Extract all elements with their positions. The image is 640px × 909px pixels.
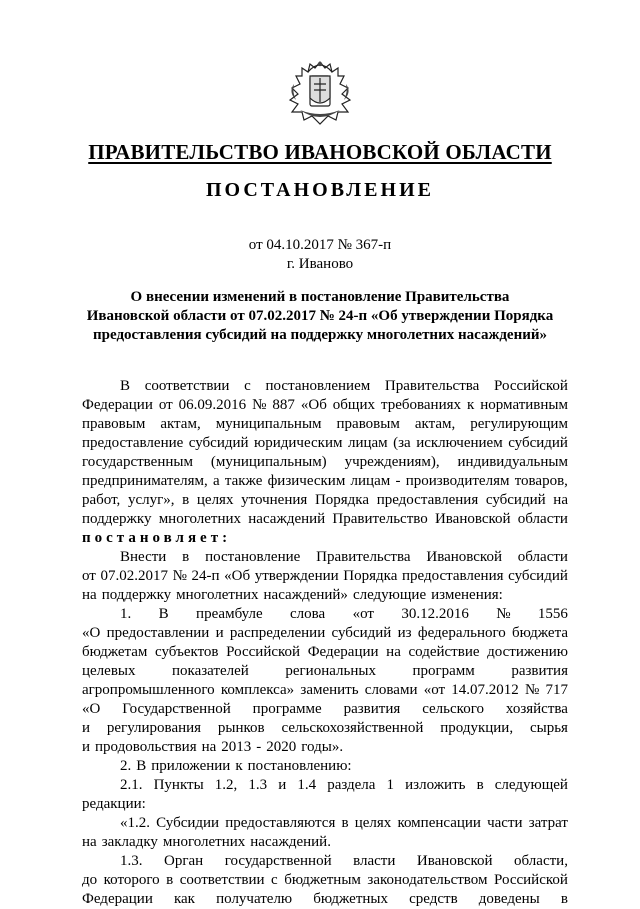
word: хозяйства (505, 701, 568, 717)
word: распределении (229, 625, 326, 641)
word: № (252, 397, 267, 413)
word: 1.3 (248, 777, 268, 793)
word: предпринимателям, (82, 473, 208, 489)
word: слова (290, 606, 326, 622)
body-line (82, 586, 568, 605)
word: соответствии (179, 872, 265, 888)
word: актам, (160, 416, 201, 432)
word: многолетних (176, 587, 259, 603)
word: насаждений (248, 511, 326, 527)
word: в (560, 891, 568, 907)
body-line (82, 757, 568, 776)
word: раздела (327, 777, 376, 793)
word: 1 (386, 777, 395, 793)
word: (муниципальным) (210, 454, 327, 470)
word: закладку (101, 834, 158, 850)
body-line (82, 377, 568, 396)
body-line (82, 605, 568, 624)
word: Порядка (314, 492, 370, 508)
word: средств (409, 891, 458, 907)
word: «1.2. (120, 815, 150, 831)
word: Пункты (153, 777, 204, 793)
word: 30.12.2016 (401, 606, 469, 622)
word: субсидий (331, 625, 392, 641)
word: содействие (408, 644, 480, 660)
body-line (82, 776, 568, 795)
word: к (466, 397, 475, 413)
word: лицам (350, 473, 391, 489)
body-line (82, 548, 568, 567)
organization-name: ПРАВИТЕЛЬСТВО ИВАНОВСКОЙ ОБЛАСТИ (88, 140, 552, 164)
body-line (82, 415, 568, 434)
word: субсидий (508, 568, 568, 584)
word: Субсидии (156, 815, 220, 831)
word: индивидуальным (457, 454, 568, 470)
word: и (82, 720, 91, 736)
body-line (82, 814, 568, 833)
title-line: О внесении изменений в постановление Правительства (130, 289, 510, 305)
word: достижению (487, 644, 568, 660)
word: Правительства (384, 378, 480, 394)
word: предоставляются (225, 815, 336, 831)
word: постановление (205, 549, 301, 565)
word: следующие (352, 587, 427, 603)
word: в (476, 777, 484, 793)
word: редакции: (82, 796, 146, 812)
word: комплекса» (220, 682, 295, 698)
word: целях (354, 815, 392, 831)
word: Орган (164, 853, 204, 869)
word: Федерации (307, 644, 379, 660)
word: правовым (82, 416, 146, 432)
word: поддержку (101, 587, 172, 603)
document-title (70, 288, 570, 345)
word: затрат (528, 815, 568, 831)
word: субсидий (508, 435, 568, 451)
word: в (166, 872, 174, 888)
word: области (517, 549, 568, 565)
word: утверждении (254, 568, 339, 584)
word: субсидий (485, 492, 546, 508)
word: многолетних (158, 511, 242, 527)
word: из (397, 625, 412, 641)
word: региональных (285, 663, 376, 679)
word: до (82, 872, 98, 888)
word: сельскохозяйственной (281, 720, 424, 736)
word: насаждений. (250, 834, 331, 850)
body-line (82, 510, 568, 529)
word: актам, (414, 416, 456, 432)
word: муниципальным (215, 416, 322, 432)
word: постановлению: (247, 758, 352, 774)
word: производителям (405, 473, 510, 489)
word: заменить (300, 682, 359, 698)
word: Государственной (122, 701, 231, 717)
word: постановляет: (82, 530, 232, 546)
word: доведены (478, 891, 540, 907)
word: В (120, 378, 131, 394)
word: на (386, 644, 401, 660)
word: бюджета (512, 625, 568, 641)
body-line (82, 738, 568, 757)
title-line: Ивановской области от 07.02.2017 № 24-п «Об утверждении Порядка (86, 308, 554, 324)
word: словами (364, 682, 418, 698)
word: 887 (272, 397, 295, 413)
word: предоставления (376, 492, 479, 508)
word: годы». (301, 739, 344, 755)
word: компенсации (397, 815, 481, 831)
body-line (82, 643, 568, 662)
body-line (82, 434, 568, 453)
coat-of-arms-emblem-icon (280, 54, 360, 130)
word: в (182, 492, 190, 508)
word: в (182, 549, 190, 565)
word: 2.1. (120, 777, 143, 793)
word: Внести (120, 549, 167, 565)
word: сырья (529, 720, 568, 736)
word: регулирующим (470, 416, 568, 432)
word: развития (343, 701, 401, 717)
word: и (82, 739, 91, 755)
word: субъектов (155, 644, 219, 660)
word: «Об (224, 568, 251, 584)
word: федерального (417, 625, 506, 641)
word: - (395, 473, 401, 489)
body-line (82, 567, 568, 586)
word: предоставлении (106, 625, 210, 641)
word: с (244, 378, 251, 394)
word: Российской (226, 644, 301, 660)
date-and-place (0, 236, 640, 274)
word: следующей (494, 777, 568, 793)
word: 2. (120, 758, 132, 774)
body-line (82, 700, 568, 719)
word: предоставления (401, 568, 504, 584)
word: субсидий (188, 435, 249, 451)
word: соответствии (144, 378, 230, 394)
body-line (82, 833, 568, 852)
word: Ивановской (426, 549, 502, 565)
date-number: от 04.10.2017 № 367-п (248, 237, 392, 253)
word: на (201, 739, 217, 755)
body-line (82, 719, 568, 738)
word: - (256, 739, 262, 755)
word: изложить (405, 777, 466, 793)
word: учреждениям), (344, 454, 440, 470)
title-line: предоставления субсидий на поддержку многолетних насаждений» (93, 327, 547, 343)
word: 24-п (191, 568, 220, 584)
word: нормативным (480, 397, 568, 413)
word: бюджетным (284, 872, 361, 888)
word: (за (393, 435, 411, 451)
word: продукции, (440, 720, 514, 736)
word: Ивановской (416, 853, 493, 869)
body-line (82, 396, 568, 415)
body-line (82, 529, 568, 548)
word: предоставление (82, 435, 184, 451)
word: юридическим (254, 435, 343, 451)
word: «от (352, 606, 374, 622)
word: на (82, 587, 97, 603)
word: власти (353, 853, 396, 869)
word: Ивановской (434, 511, 511, 527)
word: физическим (267, 473, 346, 489)
word: с (271, 872, 278, 888)
word: продовольствия (95, 739, 197, 755)
word: уточнения (241, 492, 308, 508)
word: программе (252, 701, 322, 717)
word: 1.3. (120, 853, 143, 869)
body-line (82, 453, 568, 472)
body-line (82, 472, 568, 491)
word: целях (196, 492, 234, 508)
word: 1. (120, 606, 132, 622)
word: 06.09.2016 (178, 397, 247, 413)
body-line (82, 871, 568, 890)
word: общих (332, 397, 376, 413)
word: бюджетам (82, 644, 148, 660)
word: государственной (224, 853, 332, 869)
city: г. Иваново (286, 256, 354, 272)
word: на (82, 834, 97, 850)
word: услуг», (127, 492, 175, 508)
word: изменения: (431, 587, 503, 603)
word: работ, (82, 492, 121, 508)
word: товаров, (514, 473, 568, 489)
word: государственным (82, 454, 193, 470)
word: сельского (422, 701, 484, 717)
word: исключением (416, 435, 503, 451)
word: в (341, 815, 349, 831)
word: лицам (347, 435, 388, 451)
body-line (82, 662, 568, 681)
word: которого (103, 872, 160, 888)
word: 2020 (266, 739, 297, 755)
word: Российской (494, 378, 568, 394)
word: программ (412, 663, 475, 679)
body-line (82, 624, 568, 643)
word: «О (82, 625, 101, 641)
word: № (172, 568, 187, 584)
word: и (215, 625, 224, 641)
word: № (524, 682, 540, 698)
word: «Об (300, 397, 327, 413)
word: а (212, 473, 220, 489)
body-line (82, 852, 568, 871)
word: целевых (82, 663, 136, 679)
word: агропромышленного (82, 682, 215, 698)
word: требованиях (380, 397, 462, 413)
word: развития (511, 663, 568, 679)
word: области, (514, 853, 568, 869)
body-line (82, 491, 568, 510)
word: от (158, 397, 173, 413)
word: приложении (151, 758, 231, 774)
word: 1556 (537, 606, 568, 622)
word: к (235, 758, 243, 774)
word: на (553, 492, 568, 508)
word: многолетних (162, 834, 246, 850)
word: 2013 (221, 739, 252, 755)
word: от (82, 568, 96, 584)
word: правовым (336, 416, 400, 432)
word: 1.2, (214, 777, 238, 793)
word: «О (82, 701, 101, 717)
word: части (487, 815, 523, 831)
word: области (517, 511, 568, 527)
word: преамбуле (196, 606, 263, 622)
word: регулирования (106, 720, 202, 736)
word: 14.07.2012 (451, 682, 519, 698)
document-type: ПОСТАНОВЛЕНИЕ (206, 179, 434, 201)
word: постановлением (265, 378, 371, 394)
word: также (224, 473, 263, 489)
word: 717 (545, 682, 568, 698)
word: Порядка (343, 568, 398, 584)
document-body (82, 377, 568, 909)
word: Федерации (82, 891, 153, 907)
body-line (82, 890, 568, 909)
word: Правительство (332, 511, 428, 527)
word: бюджетных (313, 891, 388, 907)
word: рынков (217, 720, 265, 736)
word: поддержку (82, 511, 152, 527)
word: Федерации (82, 397, 153, 413)
word: насаждений» (263, 587, 348, 603)
word: Правительства (316, 549, 411, 565)
word: получателю (216, 891, 293, 907)
body-line (82, 681, 568, 700)
word: В (158, 606, 169, 622)
word: законодательством (367, 872, 488, 888)
word: «от (423, 682, 446, 698)
word: показателей (172, 663, 249, 679)
word: Российской (493, 872, 568, 888)
word: № (496, 606, 511, 622)
word: 07.02.2017 (100, 568, 168, 584)
body-line (82, 795, 568, 814)
word: и (278, 777, 287, 793)
word: как (173, 891, 195, 907)
word: В (136, 758, 147, 774)
word: 1.4 (297, 777, 317, 793)
